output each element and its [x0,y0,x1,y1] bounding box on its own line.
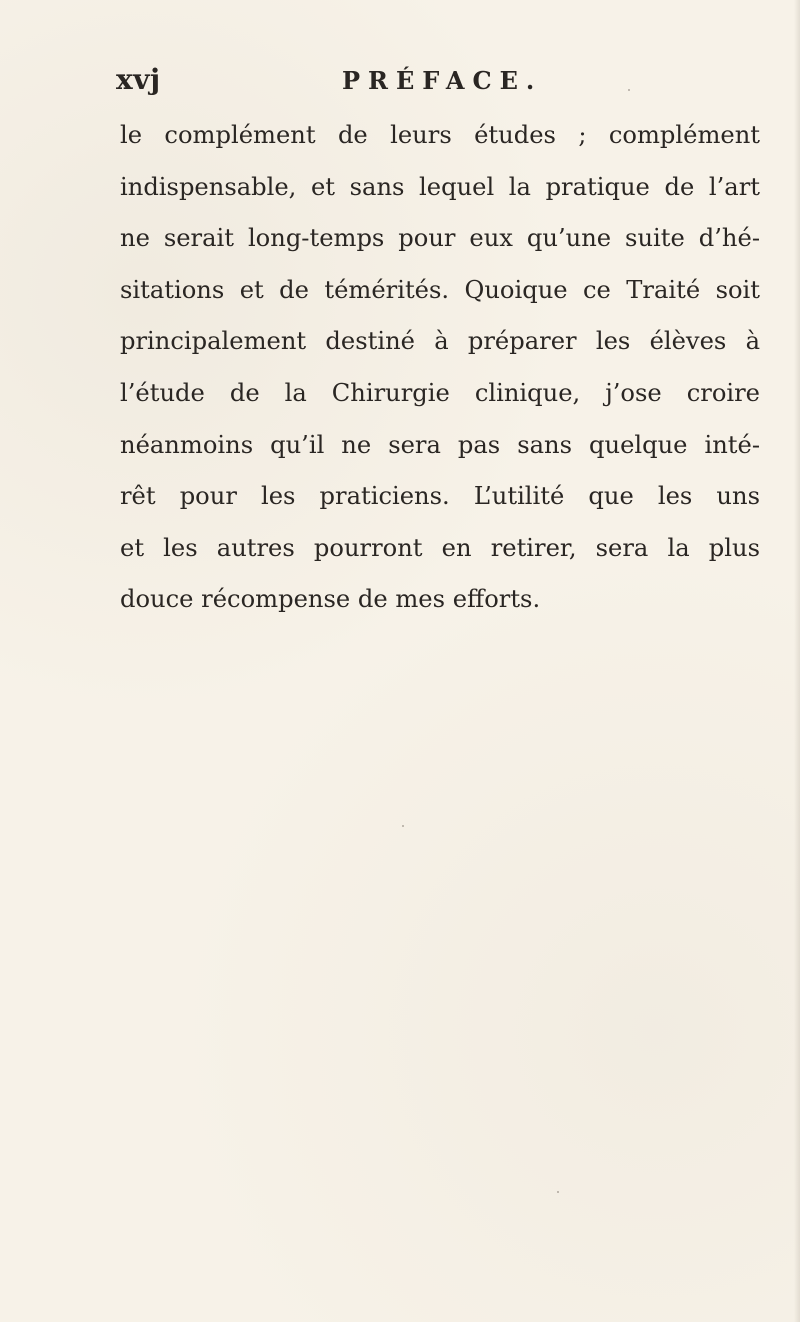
text-line-1: le complément de leurs études ; complément [120,121,760,149]
text-line-2: indispensable, et sans lequel la pratique de l’art [120,172,760,201]
page-header [109,63,709,97]
text-line-5: principalement destiné à préparer les élèves à [120,327,760,356]
text-line-9: et les autres pourront en retirer, sera la plus [120,533,760,562]
text-line-6: l’étude de la Chirurgie clinique, j’ose croire [120,378,760,407]
text-line-3: ne serait long-temps pour eux qu’une suite d’hé- [120,224,760,253]
text-line-8: rêt pour les praticiens. L’utilité que les uns [120,482,760,511]
running-head: PRÉFACE. [342,66,543,95]
body-text [120,110,760,626]
text-line-10: douce récompense de mes efforts. [120,585,541,614]
paper-speck [557,1191,559,1193]
paper-speck [628,89,630,91]
page-edge-shadow [794,0,800,1322]
page-number: xvj [116,63,161,96]
text-line-4: sitations et de témérités. Quoique ce Traité soit [120,275,760,304]
paper-speck [402,825,404,827]
text-line-7: néanmoins qu’il ne sera pas sans quelque inté- [120,430,760,459]
